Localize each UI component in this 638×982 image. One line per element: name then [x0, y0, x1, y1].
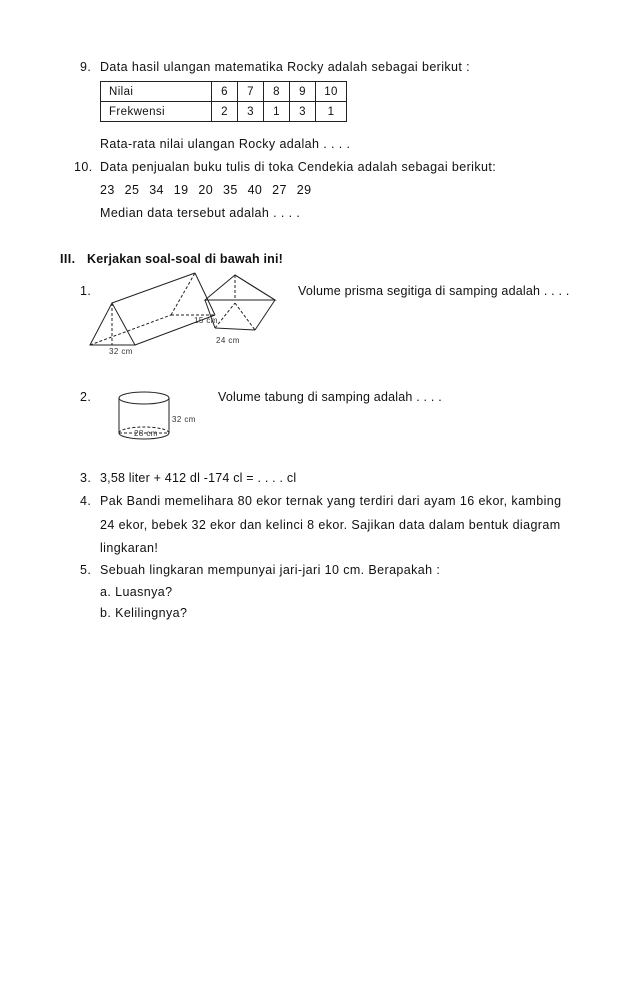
data-value: 25 — [124, 183, 140, 197]
table-cell: 1 — [316, 102, 347, 122]
table-cell: 9 — [290, 82, 316, 102]
q10-number: 10. — [74, 160, 93, 174]
essay5-part-a: a. Luasnya? — [100, 585, 173, 599]
table-header-nilai: Nilai — [101, 82, 212, 102]
table-cell: 2 — [212, 102, 238, 122]
data-value: 20 — [198, 183, 214, 197]
cylinder-height-label: 32 cm — [172, 415, 196, 424]
table-cell: 3 — [290, 102, 316, 122]
section-number: III. — [60, 252, 76, 266]
table-cell: 8 — [264, 82, 290, 102]
prism2-height-label: 15 cm — [194, 316, 218, 325]
data-value: 40 — [247, 183, 263, 197]
table-header-frekwensi: Frekwensi — [101, 102, 212, 122]
table-row — [101, 102, 347, 122]
table-row — [101, 82, 347, 102]
table-cell: 7 — [238, 82, 264, 102]
q10-question: Median data tersebut adalah . . . . — [100, 206, 301, 220]
prism1-base-label: 32 cm — [109, 347, 133, 356]
essay1-text: Volume prisma segitiga di samping adalah . . . . — [298, 284, 570, 298]
essay3-number: 3. — [80, 471, 92, 485]
essay4-line1: Pak Bandi memelihara 80 ekor ternak yang terdiri dari ayam 16 ekor, kambing — [100, 494, 562, 508]
cylinder-diameter-label: 28 cm — [134, 429, 158, 438]
prism2-length-label: 24 cm — [216, 336, 240, 345]
table-cell: 6 — [212, 82, 238, 102]
data-value: 34 — [149, 183, 164, 197]
triangular-prism-1 — [90, 273, 215, 345]
prism-diagrams — [85, 270, 315, 365]
essay4-number: 4. — [80, 494, 92, 508]
essay5-text: Sebuah lingkaran mempunyai jari-jari 10 cm. Berapakah : — [100, 563, 441, 577]
section-title: Kerjakan soal-soal di bawah ini! — [87, 252, 284, 266]
frequency-table — [100, 81, 347, 122]
q10-text: Data penjualan buku tulis di toka Cendekia adalah sebagai berikut: — [100, 160, 497, 174]
q9-number: 9. — [80, 60, 92, 74]
essay2-text: Volume tabung di samping adalah . . . . — [218, 390, 442, 404]
essay5-number: 5. — [80, 563, 92, 577]
table-cell: 1 — [264, 102, 290, 122]
table-cell: 3 — [238, 102, 264, 122]
essay1-number: 1. — [80, 284, 92, 298]
essay4-line2: 24 ekor, bebek 32 ekor dan kelinci 8 ekor. Sajikan data dalam bentuk diagram — [100, 518, 561, 532]
q10-data — [100, 183, 311, 197]
data-value: 23 — [100, 183, 115, 197]
q9-text: Data hasil ulangan matematika Rocky adalah sebagai berikut : — [100, 60, 471, 74]
essay5-part-b: b. Kelilingnya? — [100, 606, 188, 620]
cylinder-diagram — [112, 388, 202, 448]
q9-question: Rata-rata nilai ulangan Rocky adalah . . . . — [100, 137, 351, 151]
data-value: 19 — [173, 183, 189, 197]
essay2-number: 2. — [80, 390, 92, 404]
essay3-text: 3,58 liter + 412 dl -174 cl = . . . . cl — [100, 471, 297, 485]
essay4-line3: lingkaran! — [100, 541, 159, 555]
data-value: 27 — [272, 183, 287, 197]
data-value: 29 — [296, 183, 312, 197]
data-value: 35 — [222, 183, 238, 197]
table-cell: 10 — [316, 82, 347, 102]
